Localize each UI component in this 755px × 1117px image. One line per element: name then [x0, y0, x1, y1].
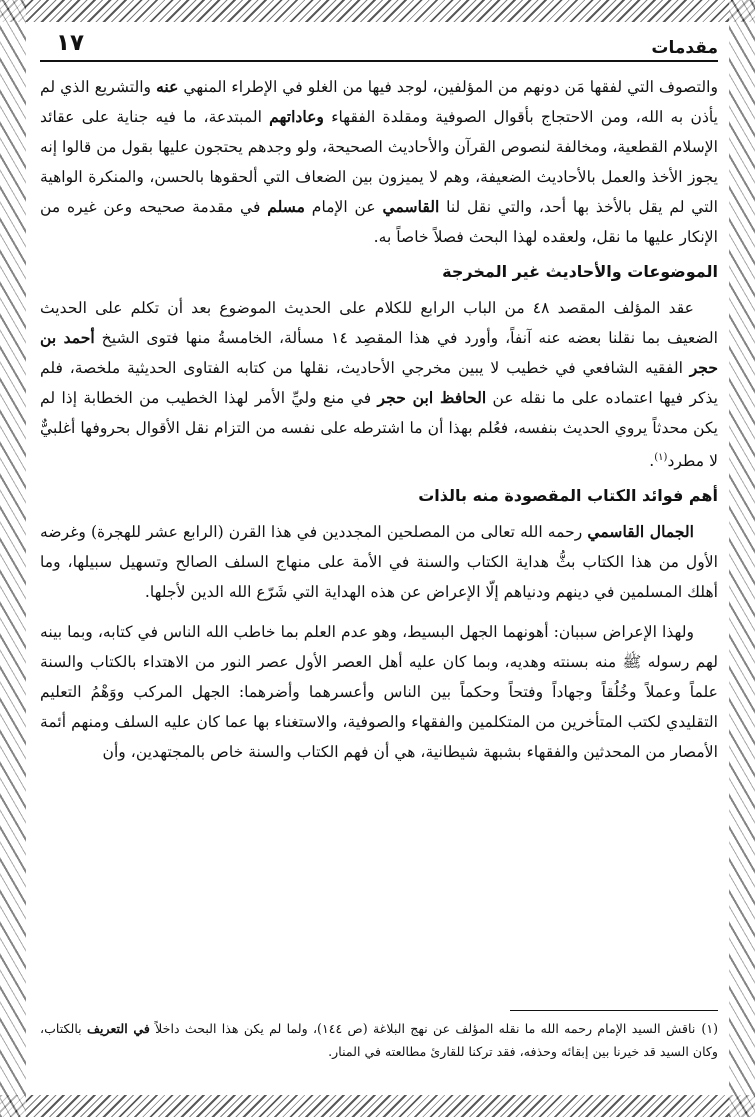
text-run: المبتدعة، ما فيه جناية على عقائد الإسلام القطعية، ومخالفة لنصوص القرآن والأحاديث الصحيحة، ولو وجدهم يحتجون عليها بقول من قالوا إنه يجوز الأخذ والعمل بالأحاديث الضعيفة، وهم لا يميزون بين الضعاف التي ألحقوها بالحسن، والمنكرة الواهية التي لم يقل بالأخذ بها أحد، والتي نقل لنا: [40, 108, 718, 216]
text-run: عقد المؤلف المقصد ٤٨ من الباب الرابع للكلام على الحديث الموضوع بعد أن تكلم على الحديث الضعيف بما نقلنا بعضه عنه آنفاً، وأورد في هذا المقصِد ١٤ مسألة، الخامسةُ منها فتوى الشيخ: [40, 299, 719, 347]
bold-run: أحمد بن حجر: [40, 328, 718, 377]
page-number: ١٧: [56, 30, 85, 56]
section-heading-mawduat: الموضوعات والأحاديث غير المخرجة: [442, 262, 718, 281]
text-run: والتشريع الذي لم يأذن به الله، ومن الاحتجاج بأقوال الصوفية ومقلدة الفقهاء: [40, 78, 718, 126]
paragraph-1: [40, 72, 718, 252]
paragraph-4: [40, 617, 718, 767]
text-run: في منع وليِّ الأمر لهذا الخطيب من الخطابة إذا لم يكن محدثاً يروي الحديث بنفسه، فعُلم بهذا أن ما اشترطه على نفسه من التزام نقل الأقوال بحروفها أغلبيٌّ لا مطرد: [40, 389, 718, 471]
ornamental-border-top: [0, 0, 755, 22]
footnote-1: [40, 1017, 718, 1063]
bold-run: في التعريف: [86, 1021, 150, 1036]
section-heading-fawaid: أهم فوائد الكتاب المقصودة منه بالذات: [418, 486, 718, 506]
running-title: مقدمات: [651, 38, 718, 58]
body-text: [40, 72, 718, 767]
bold-run: عنه: [156, 77, 179, 96]
text-run: رحمه الله تعالى من المصلحين المجددين في هذا القرن (الرابع عشر للهجرة) وغرضه الأول من هذا الكتاب بثُّ هداية الكتاب والسنة في الأمة على منهاج السلف الصالح وتسهيل سبيلها، وما أهلك المسلمين في دينهم ودنياهم إلّا الإعراض عن هذه الهداية التي شَرّع الله الدين لأجلها.: [40, 523, 718, 602]
bold-run: القاسمي: [382, 197, 440, 216]
text-run: ناقش السيد الإمام رحمه الله ما نقله المؤلف عن نهج البلاغة (ص ١٤٤)، ولما لم يكن هذا البحث داخلاً: [149, 1021, 696, 1036]
paragraph-2: [40, 293, 718, 476]
page-header: [40, 28, 718, 62]
text-run: ولهذا الإعراض سببان: أهونهما الجهل البسيط، وهو عدم العلم بما خاطب الله الناس في كتابه، وبما بينه لهم رسوله ﷺ منه بسنته وهديه، وبما كان عليه أهل العصر الأول عصر النور من الاهتداء بالكتاب والسنة علماً وعملاً وخُلُقاً وجهاداً وفتحاً وحكماً بين الناس وأعسرهما وأضرهما: الجهل المركب ووَهْمُ التعليم التقليدي لكتب المتأخرين من المتكلمين والفقهاء والصوفية، والاستغناء بها عما كان عليه السلف ومنهم أئمة الأمصار من المحدثين والفقهاء بشبهة شيطانية، هي أن فهم الكتاب والسنة خاص بالمجتهدين، وأن: [40, 623, 718, 762]
ornamental-border-left: [0, 0, 26, 1117]
bold-run: وعاداتهم: [269, 107, 324, 126]
ornamental-border-bottom: [0, 1095, 755, 1117]
footnote-reference: (١): [654, 452, 668, 463]
text-run: الفقيه الشافعي في خطيب لا يبين مخرجي الأحاديث، نقلها من كتابه الفتاوى الحديثية ملخصة، فلم يذكر فيها اعتماده على ما نقله عن: [40, 359, 718, 407]
text-run: .: [649, 452, 655, 471]
ornamental-border-right: [729, 0, 755, 1117]
bold-run: الحافظ ابن حجر: [377, 388, 487, 407]
footnotes: [40, 1010, 718, 1063]
text-run: والتصوف التي لفقها مَن دونهم من المؤلفين، لوجد فيها من الغلو في الإطراء المنهي: [178, 78, 718, 96]
bold-run: مسلم: [267, 197, 306, 216]
text-run: بالكتاب، وكان السيد قد خيرنا بين إبقائه وحذفه، فقد تركنا للقارئ مطالعته في المنار.: [40, 1021, 718, 1059]
text-run: عن الإمام: [305, 198, 383, 216]
footnote-rule: [510, 1010, 718, 1011]
text-run: في مقدمة صحيحه وعن غيره من الإنكار عليها ما نقل، ولعقده لهذا البحث فصلاً خاصاً به.: [40, 198, 718, 246]
book-page: [40, 28, 718, 1088]
bold-run: الجمال القاسمي: [587, 522, 694, 542]
footnote-number: (١): [701, 1021, 718, 1036]
paragraph-3: [40, 517, 718, 607]
